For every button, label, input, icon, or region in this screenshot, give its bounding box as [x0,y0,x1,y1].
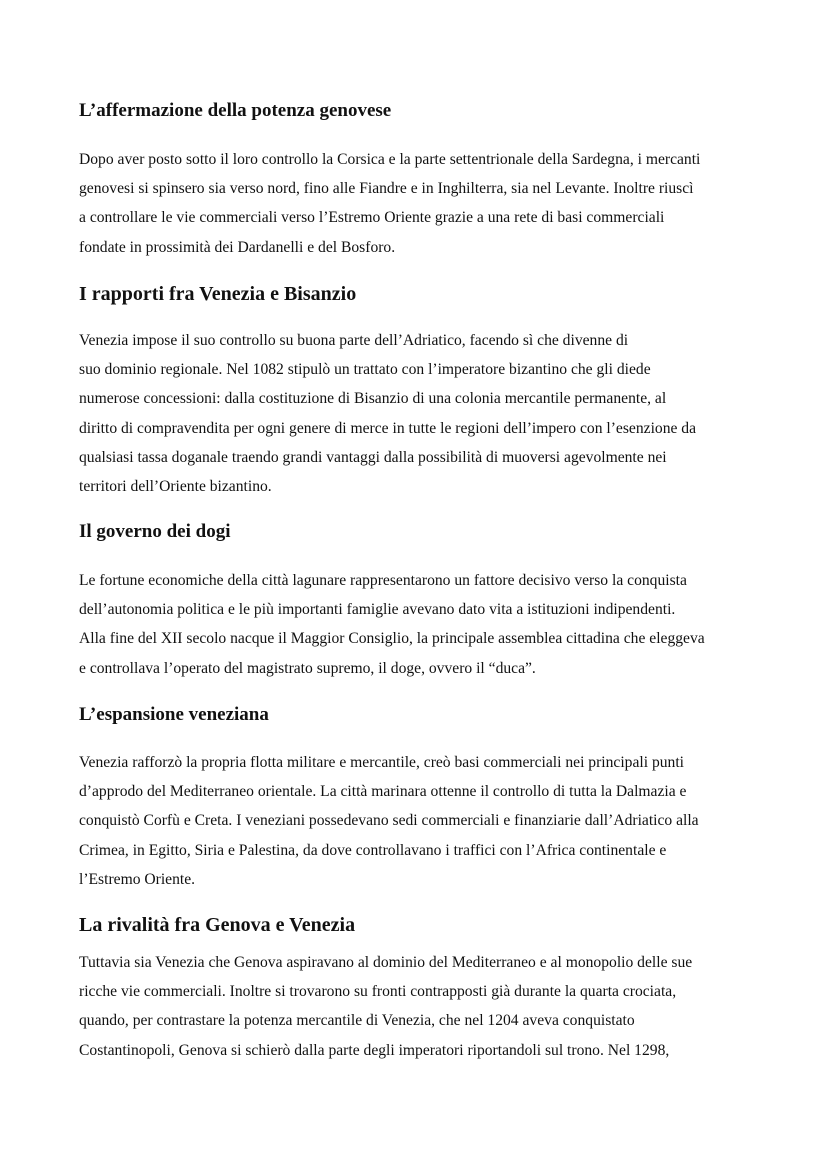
text-line: l’Estremo Oriente. [79,870,196,888]
text-line: ricche vie commerciali. Inoltre si trovarono su fronti contrapposti già durante la quarta crociata, [79,983,677,1001]
text-line: quando, per contrastare la potenza mercantile di Venezia, che nel 1204 aveva conquistato [79,1012,635,1030]
text-line: Venezia rafforzò la propria flotta militare e mercantile, creò basi commerciali nei principali punti [79,754,685,771]
text-line: diritto di compravendita per ogni genere di merce in tutte le regioni dell’impero con l’esenzione da [79,419,697,437]
section-heading: L’espansione veneziana [79,704,269,725]
text-line: Alla fine del XII secolo nacque il Maggior Consiglio, la principale assemblea cittadina che eleggeva [79,630,705,648]
text-line: territori dell’Oriente bizantino. [79,477,272,495]
text-line: e controllava l’operato del magistrato supremo, il doge, ovvero il “duca”. [79,659,536,677]
section-paragraph [79,326,696,501]
section-paragraph [79,748,699,894]
section-heading: L’affermazione della potenza genovese [79,100,392,121]
text-line: Venezia impose il suo controllo su buona parte dell’Adriatico, facendo sì che divenne di [79,332,629,349]
text-line: a controllare le vie commerciali verso l’Estremo Oriente grazie a una rete di basi commerciali [79,209,665,227]
section-heading: Il governo dei dogi [79,521,231,542]
text-line: conquistò Corfù e Creta. I veneziani possedevano sedi commerciali e finanziarie dall’Adriatico alla [79,812,699,830]
text-line: qualsiasi tassa doganale traendo grandi vantaggi dalla possibilità di muoversi agevolmente nei [79,448,667,466]
text-line: Le fortune economiche della città lagunare rappresentarono un fattore decisivo verso la conquista [79,572,687,589]
text-line: d’approdo del Mediterraneo orientale. La città marinara ottenne il controllo di tutta la Dalmazia e [79,783,687,801]
text-line: suo dominio regionale. Nel 1082 stipulò un trattato con l’imperatore bizantino che gli diede [79,361,651,379]
section-heading: I rapporti fra Venezia e Bisanzio [79,283,357,305]
section-paragraph [79,145,700,262]
text-line: Tuttavia sia Venezia che Genova aspiravano al dominio del Mediterraneo e al monopolio delle sue [79,954,693,971]
section-heading: La rivalità fra Genova e Venezia [79,914,356,936]
text-line: Costantinopoli, Genova si schierò dalla parte degli imperatori riportandoli sul trono. Nel 1298, [79,1041,670,1059]
text-line: Crimea, in Egitto, Siria e Palestina, da dove controllavano i traffici con l’Africa continentale e [79,841,667,859]
text-line: numerose concessioni: dalla costituzione di Bisanzio di una colonia mercantile permanente, al [79,390,667,408]
text-line: genovesi si spinsero sia verso nord, fino alle Fiandre e in Inghilterra, sia nel Levante. Inoltre riuscì [79,180,694,198]
text-line: Dopo aver posto sotto il loro controllo la Corsica e la parte settentrionale della Sardegna, i mercanti [79,151,701,168]
text-line: dell’autonomia politica e le più importanti famiglie avevano dato vita a istituzioni indipendenti. [79,601,676,619]
section-paragraph [79,948,692,1065]
section-paragraph [79,566,705,683]
text-line: fondate in prossimità dei Dardanelli e del Bosforo. [79,238,396,256]
